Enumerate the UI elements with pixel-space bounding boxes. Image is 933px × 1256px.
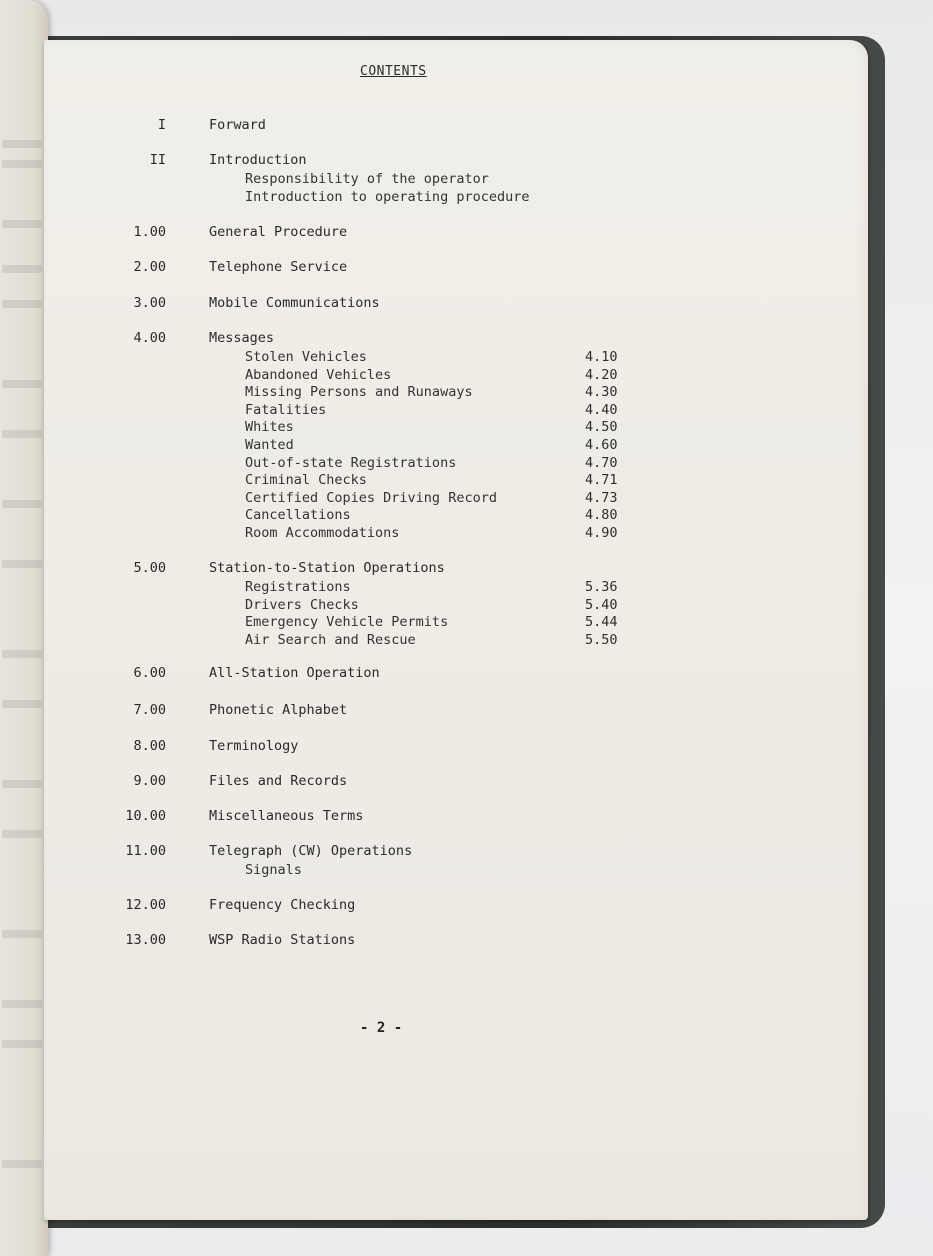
toc-entry-number: 4.00 — [133, 330, 166, 346]
toc-entry-label: Telegraph (CW) Operations — [209, 843, 413, 859]
toc-entry-label: Terminology — [209, 738, 299, 754]
toc-entry-number: 8.00 — [133, 738, 166, 754]
toc-entry-number: II — [149, 152, 166, 168]
toc-entry-label: WSP Radio Stations — [209, 932, 356, 948]
toc-sub-entry: Certified Copies Driving Record — [245, 489, 497, 506]
toc-entry-label: Mobile Communications — [209, 295, 380, 311]
toc-entry-label: Frequency Checking — [209, 897, 356, 913]
toc-entry-label: Miscellaneous Terms — [209, 808, 364, 824]
toc-sub-entry: Wanted — [245, 437, 294, 453]
toc-section-ref: 4.50 — [585, 419, 618, 436]
toc-sub-entry: Registrations — [245, 579, 351, 595]
toc-section-ref: 4.71 — [585, 472, 618, 489]
toc-sub-entry: Emergency Vehicle Permits — [245, 614, 449, 631]
page-number: - 2 - — [360, 1020, 403, 1036]
toc-sub-entry: Whites — [245, 419, 294, 436]
toc-entry-number: I — [157, 117, 166, 133]
toc-entry-label: Station-to-Station Operations — [209, 560, 445, 576]
toc-section-ref: 5.40 — [585, 596, 618, 613]
toc-sub-entry: Signals — [245, 862, 302, 878]
toc-entry-label: Introduction — [209, 152, 307, 168]
toc-section-ref: 4.40 — [585, 401, 618, 418]
toc-sub-entry: Missing Persons and Runaways — [245, 384, 473, 401]
toc-sub-entry: Air Search and Rescue — [245, 631, 416, 648]
toc-entry-number: 6.00 — [133, 665, 166, 681]
toc-entry-number: 12.00 — [125, 897, 166, 913]
toc-entry-number: 2.00 — [133, 259, 166, 275]
toc-entry-number: 9.00 — [133, 773, 166, 789]
toc-section-ref: 5.36 — [585, 579, 618, 595]
toc-sub-entry: Fatalities — [245, 401, 327, 418]
toc-sub-entry: Abandoned Vehicles — [245, 366, 392, 383]
toc-section-ref: 4.30 — [585, 384, 618, 401]
toc-section-ref: 4.80 — [585, 507, 618, 524]
toc-section-ref: 5.50 — [585, 631, 618, 648]
toc-section-ref: 4.60 — [585, 437, 618, 453]
toc-section-ref: 5.44 — [585, 614, 618, 631]
toc-entry-number: 7.00 — [133, 702, 166, 718]
toc-section-ref: 4.90 — [585, 525, 618, 541]
document-page — [44, 40, 868, 1220]
toc-entry-label: General Procedure — [209, 224, 348, 240]
toc-section-ref: 4.20 — [585, 366, 618, 383]
toc-sub-entry: Criminal Checks — [245, 472, 367, 489]
toc-entry-number: 11.00 — [125, 843, 166, 859]
toc-entry-label: Forward — [209, 117, 266, 133]
toc-sub-entry: Drivers Checks — [245, 596, 359, 613]
toc-section-ref: 4.10 — [585, 349, 618, 365]
toc-entry-number: 10.00 — [125, 808, 166, 824]
toc-sub-entry: Out-of-state Registrations — [245, 454, 457, 471]
toc-section-ref: 4.73 — [585, 489, 618, 506]
toc-entry-label: Telephone Service — [209, 259, 348, 275]
toc-entry-number: 13.00 — [125, 932, 166, 948]
toc-entry-label: All-Station Operation — [209, 665, 380, 681]
toc-entry-number: 5.00 — [133, 560, 166, 576]
page-title: CONTENTS — [360, 64, 427, 79]
toc-entry-label: Files and Records — [209, 773, 348, 789]
toc-sub-entry: Room Accommodations — [245, 525, 400, 541]
toc-entry-label: Messages — [209, 330, 275, 346]
toc-sub-entry: Introduction to operating procedure — [245, 188, 530, 205]
toc-sub-entry: Stolen Vehicles — [245, 349, 367, 365]
toc-entry-label: Phonetic Alphabet — [209, 702, 348, 718]
facing-page-edge — [0, 0, 48, 1256]
toc-sub-entry: Responsibility of the operator — [245, 171, 489, 187]
toc-entry-number: 1.00 — [133, 224, 166, 240]
toc-entry-number: 3.00 — [133, 295, 166, 311]
toc-section-ref: 4.70 — [585, 454, 618, 471]
toc-sub-entry: Cancellations — [245, 507, 351, 524]
